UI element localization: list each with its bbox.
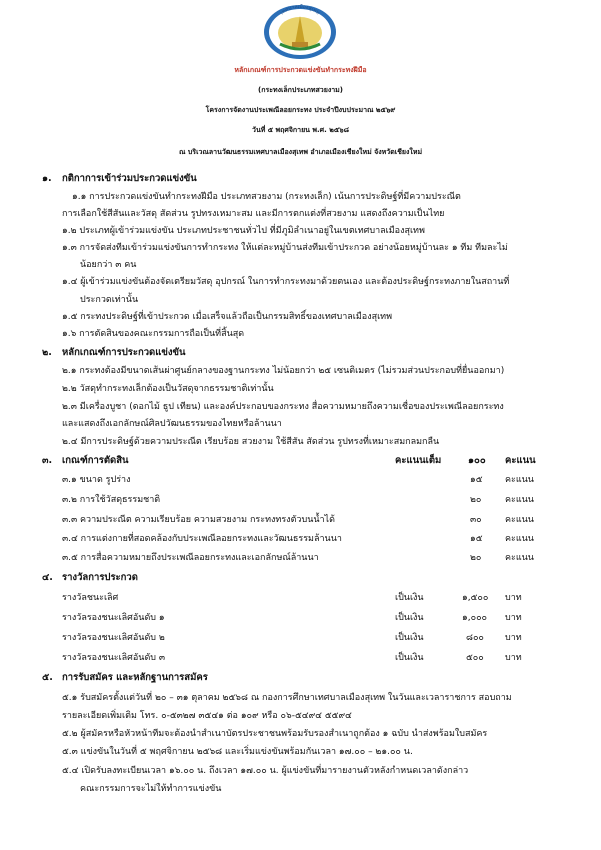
score-row-value: ๑๕ — [470, 534, 483, 544]
criteria-2-2: ๒.๒ วัสดุทำกระทงเล็กต้องเป็นวัสดุจากธรรมชาติเท่านั้น — [62, 384, 274, 394]
apply-5-1-cont: รายละเอียดเพิ่มเติม โทร. ๐-๕๓๒๗ ๓๕๔๑ ต่อ ๑๐๙ หรือ ๐๖-๕๔๙๔ ๕๕๙๔ — [62, 711, 352, 721]
score-row-label: ๓.๓ ความประณีต ความเรียบร้อย ความสวยงาม กระทงทรงตัวบนน้ำได้ — [62, 515, 335, 525]
prize-row-unit: บาท — [505, 593, 522, 603]
rule-1-4-cont: ประกวดเท่านั้น — [80, 295, 139, 305]
prize-row-label: รางวัลชนะเลิศ — [62, 593, 119, 603]
seal-text: เทศบาลเมืองสุเทพ — [279, 4, 321, 17]
prize-row-amount: ๘๐๐ — [466, 633, 484, 643]
apply-5-4-cont: คณะกรรมการจะไม่ให้ทำการแข่งขัน — [80, 784, 222, 794]
prize-row-label: รางวัลรองชนะเลิศอันดับ ๑ — [62, 613, 165, 623]
prize-row-amount: ๑,๕๐๐ — [462, 593, 489, 603]
score-row-unit: คะแนน — [505, 553, 534, 563]
prize-row-unit: บาท — [505, 613, 522, 623]
rule-1-3: ๑.๓ การจัดส่งทีมเข้าร่วมแข่งขันการทำกระทง ให้แต่ละหมู่บ้านส่งทีมเข้าประกวด อย่างน้อยหมู่บ้านละ ๑ ทีม ทีมละไม่ — [62, 243, 508, 253]
page-subtitle: (กระทงเล็กประเภทสวยงาม) — [258, 86, 343, 94]
score-row-label: ๓.๒ การใช้วัสดุธรรมชาติ — [62, 495, 161, 505]
prize-row-unit: บาท — [505, 633, 522, 643]
section-4-title: รางวัลการประกวด — [62, 572, 138, 583]
section-1-title: กติกาการเข้าร่วมประกวดแข่งขัน — [62, 173, 197, 184]
prize-row-label: รางวัลรองชนะเลิศอันดับ ๒ — [62, 633, 165, 643]
section-3-title: เกณฑ์การตัดสิน — [62, 455, 129, 466]
event-date: วันที่ ๕ พฤศจิกายน พ.ศ. ๒๕๖๘ — [252, 126, 349, 134]
section-2-title: หลักเกณฑ์การประกวดแข่งขัน — [62, 347, 186, 358]
score-row-value: ๓๐ — [470, 515, 482, 525]
score-row-unit: คะแนน — [505, 534, 534, 544]
criteria-2-3-cont: และแสดงถึงเอกลักษณ์ศิลปวัฒนธรรมของไทยหรือล้านนา — [62, 419, 282, 429]
score-row-label: ๓.๑ ขนาด รูปร่าง — [62, 475, 131, 485]
prize-row-unit: บาท — [505, 653, 522, 663]
apply-5-4: ๕.๔ เปิดรับลงทะเบียนเวลา ๑๖.๐๐ น. ถึงเวลา ๑๗.๐๐ น. ผู้แข่งขันที่มารายงานตัวหลังกำหนดเวลาดังกล่าว — [62, 766, 469, 776]
page-title: หลักเกณฑ์การประกวดแข่งขันทำกระทงฝีมือ — [234, 66, 367, 74]
rule-1-3-cont: น้อยกว่า ๓ คน — [80, 260, 137, 270]
full-score-unit: คะแนน — [505, 455, 536, 466]
section-3-number: ๓. — [42, 455, 53, 466]
score-row-unit: คะแนน — [505, 475, 534, 485]
criteria-2-3: ๒.๓ มีเครื่องบูชา (ดอกไม้ ธูป เทียน) และองค์ประกอบของกระทง สื่อความหมายถึงความเชื่อของประเพณีลอยกระทง — [62, 402, 504, 412]
apply-5-1: ๕.๑ รับสมัครตั้งแต่วันที่ ๒๐ – ๓๑ ตุลาคม ๒๕๖๘ ณ กองการศึกษาเทศบาลเมืองสุเทพ ในวันและเวลาราชการ สอบถาม — [62, 693, 512, 703]
score-row-value: ๒๐ — [470, 495, 482, 505]
full-score-label: คะแนนเต็ม — [395, 455, 442, 466]
criteria-2-4: ๒.๔ มีการประดิษฐ์ด้วยความประณีต เรียบร้อย สวยงาม ใช้สีสัน สัดส่วน รูปทรงที่เหมาะสมกลมกลืน — [62, 437, 440, 447]
section-5-title: การรับสมัคร และหลักฐานการสมัคร — [62, 672, 208, 683]
full-score-value: ๑๐๐ — [468, 455, 486, 466]
score-row-value: ๒๐ — [470, 553, 482, 563]
apply-5-3: ๕.๓ แข่งขันในวันที่ ๕ พฤศจิกายน ๒๕๖๘ และเริ่มแข่งขันพร้อมกันเวลา ๑๗.๐๐ – ๒๑.๐๐ น. — [62, 747, 413, 757]
section-1-number: ๑. — [42, 173, 52, 184]
score-row-label: ๓.๕ การสื่อความหมายถึงประเพณีลอยกระทงและเอกลักษณ์ล้านนา — [62, 553, 319, 563]
project-name: โครงการจัดงานประเพณีลอยกระทง ประจำปีงบประมาณ ๒๕๖๙ — [205, 106, 396, 114]
criteria-2-1: ๒.๑ กระทงต้องมีขนาดเส้นผ่าศูนย์กลางของฐานกระทง ไม่น้อยกว่า ๒๕ เซนติเมตร (ไม่รวมส่วนประกอบที่ยื่นออกมา) — [62, 366, 505, 376]
score-row-value: ๑๕ — [470, 475, 483, 485]
prize-row-money: เป็นเงิน — [395, 593, 424, 603]
prize-row-label: รางวัลรองชนะเลิศอันดับ ๓ — [62, 653, 166, 663]
score-row-unit: คะแนน — [505, 515, 534, 525]
score-row-label: ๓.๔ การแต่งกายที่สอดคล้องกับประเพณีลอยกระทงและวัฒนธรรมล้านนา — [62, 534, 342, 544]
rule-1-1-cont: การเลือกใช้สีสันและวัสดุ สัดส่วน รูปทรงเหมาะสม และมีการตกแต่งที่สวยงาม แสดงถึงความเป็นไทย — [62, 209, 445, 219]
prize-row-money: เป็นเงิน — [395, 653, 424, 663]
prize-row-amount: ๕๐๐ — [466, 653, 484, 663]
rule-1-2: ๑.๒ ประเภทผู้เข้าร่วมแข่งขัน ประเภทประชาชนทั่วไป ที่มีภูมิลำเนาอยู่ในเขตเทศบาลเมืองสุเทพ — [62, 226, 425, 236]
prize-row-money: เป็นเงิน — [395, 633, 424, 643]
rule-1-5: ๑.๕ กระทงประดิษฐ์ที่เข้าประกวด เมื่อเสร็จแล้วถือเป็นกรรมสิทธิ์ของเทศบาลเมืองสุเทพ — [62, 312, 393, 322]
prize-row-money: เป็นเงิน — [395, 613, 424, 623]
rule-1-6: ๑.๖ การตัดสินของคณะกรรมการถือเป็นที่สิ้นสุด — [62, 329, 245, 339]
event-venue: ณ บริเวณลานวัฒนธรรมเทศบาลเมืองสุเทพ อำเภอเมืองเชียงใหม่ จังหวัดเชียงใหม่ — [178, 148, 423, 156]
rule-1-1: ๑.๑ การประกวดแข่งขันทำกระทงฝีมือ ประเภทสวยงาม (กระทงเล็ก) เน้นการประดิษฐ์ที่มีความประณีต — [72, 192, 461, 202]
apply-5-2: ๕.๒ ผู้สมัครหรือหัวหน้าทีมจะต้องนำสำเนาบัตรประชาชนพร้อมรับรองสำเนาถูกต้อง ๑ ฉบับ นำส่งพร้อมใบสมัคร — [62, 729, 488, 739]
municipality-seal-icon — [262, 4, 338, 60]
prize-row-amount: ๑,๐๐๐ — [462, 613, 488, 623]
section-2-number: ๒. — [42, 347, 52, 358]
section-5-number: ๕. — [42, 672, 53, 683]
rule-1-4: ๑.๔ ผู้เข้าร่วมแข่งขันต้องจัดเตรียมวัสดุ อุปกรณ์ ในการทำกระทงมาด้วยตนเอง และต้องประดิษฐ์กระทงภายในสถานที่ — [62, 277, 510, 287]
score-row-unit: คะแนน — [505, 495, 534, 505]
section-4-number: ๔. — [42, 572, 53, 583]
